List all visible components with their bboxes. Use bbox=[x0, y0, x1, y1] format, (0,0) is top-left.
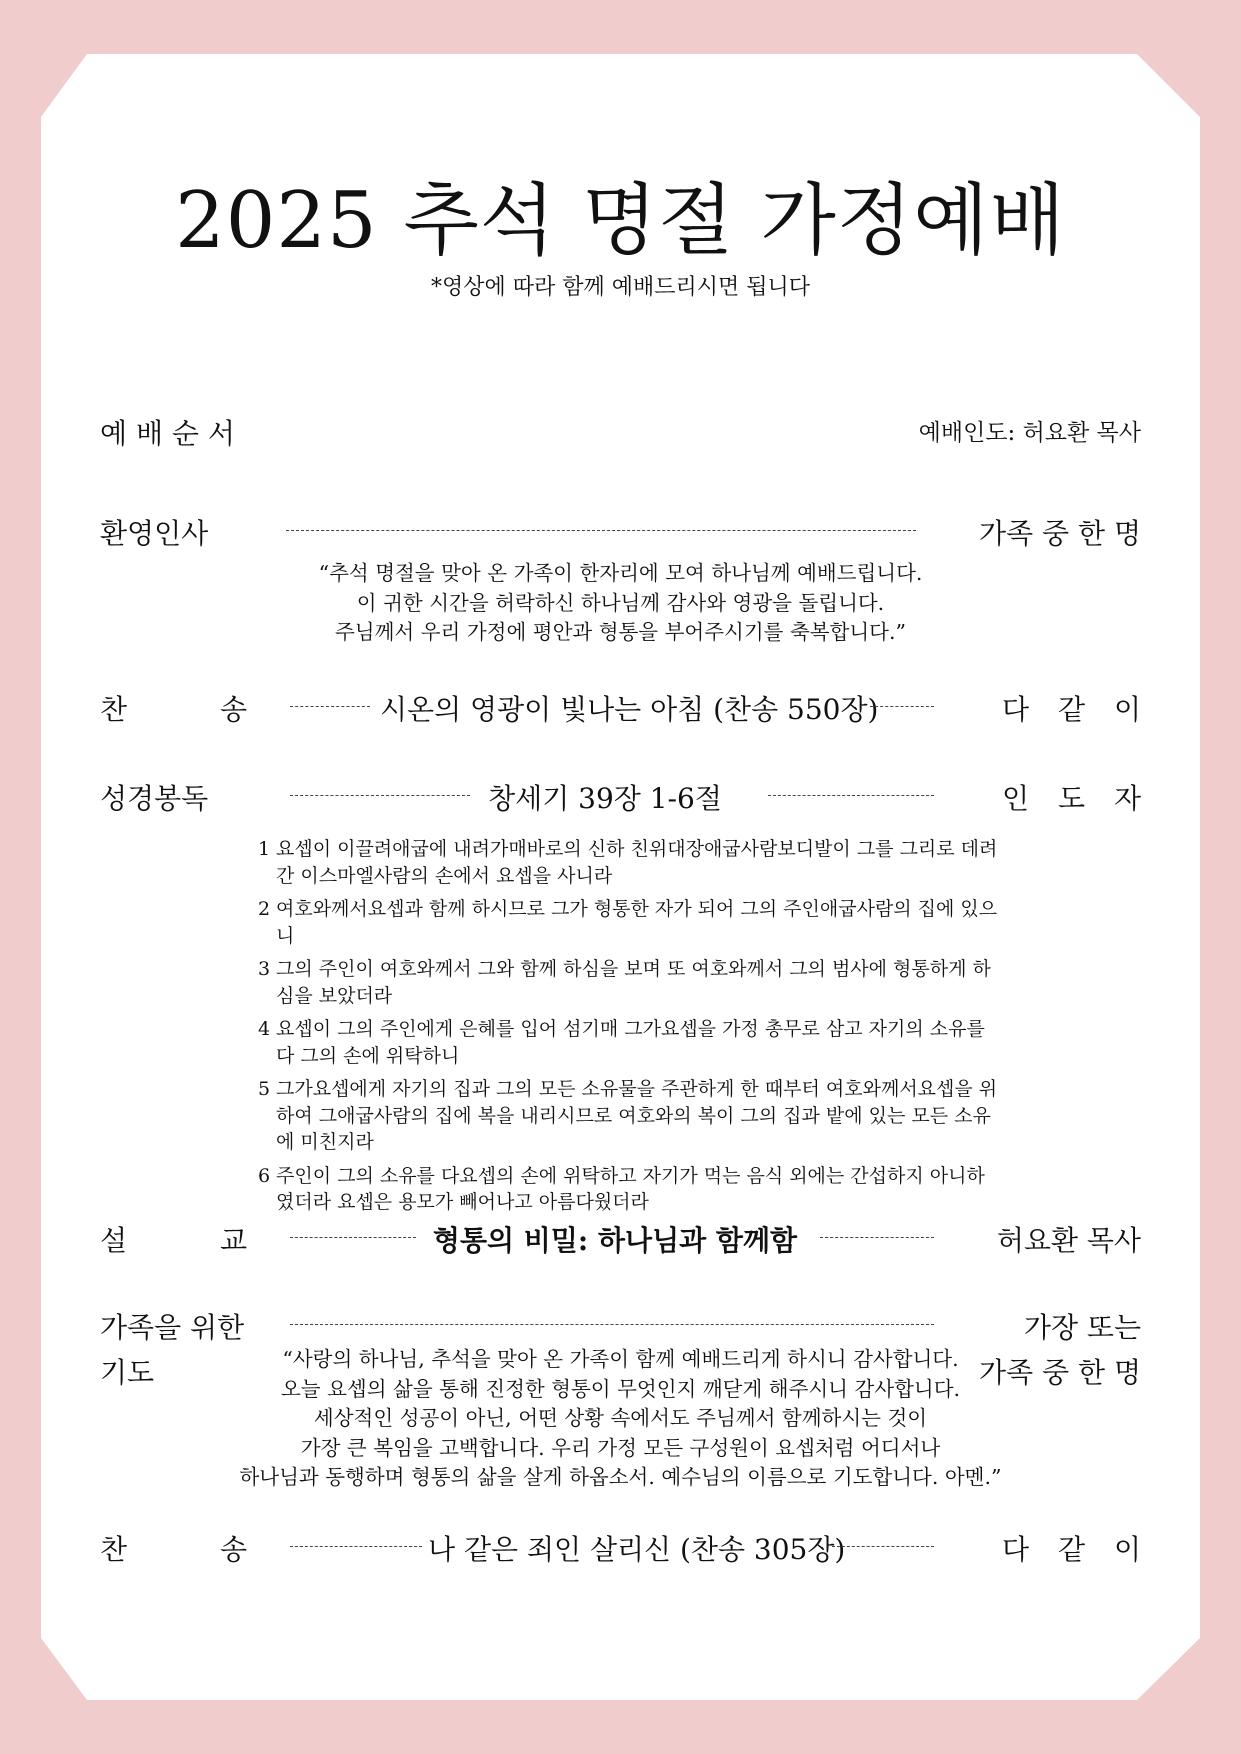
verse-text: 그가요셉에게 자기의 집과 그의 모든 소유물을 주관하게 한 때부터 여호와께서요셉을 위하여 그애굽사람의 집에 복을 내리시므로 여호와의 복이 그의 집과 밭에 있는 모든 소유에 미친지라 bbox=[276, 1078, 998, 1153]
verse-list bbox=[258, 836, 998, 1223]
sermon-title: 형통의 비밀: 하나님과 함께함 bbox=[432, 1224, 798, 1257]
prayer-line: “사랑의 하나님, 추석을 맞아 온 가족이 함께 예배드리게 하시니 감사합니다. bbox=[282, 1347, 959, 1371]
sermon-who: 허요환 목사 bbox=[996, 1224, 1141, 1257]
welcome-who: 가족 중 한 명 bbox=[979, 517, 1141, 550]
welcome-text bbox=[190, 559, 1051, 648]
verse-item bbox=[258, 1076, 998, 1156]
dash-line bbox=[832, 1546, 934, 1547]
prayer-who-line: 가족 중 한 명 bbox=[979, 1356, 1141, 1389]
hymn1-label: 찬 송 bbox=[100, 693, 289, 726]
dash-line bbox=[286, 530, 916, 531]
page-title: 2025 추석 명절 가정예배 bbox=[175, 176, 1066, 266]
reading-title: 창세기 39장 1-6절 bbox=[488, 782, 722, 815]
prayer-line: 오늘 요셉의 삶을 통해 진정한 형통이 무엇인지 깨닫게 해주시니 감사합니다. bbox=[280, 1376, 961, 1401]
reading-who: 인 도 자 bbox=[1002, 782, 1151, 815]
verse-text: 여호와께서요셉과 함께 하시므로 그가 형통한 자가 되어 그의 주인애굽사람의 집에 있으니 bbox=[276, 898, 998, 947]
welcome-label: 환영인사 bbox=[100, 517, 209, 550]
dash-line bbox=[768, 795, 934, 796]
hymn2-who: 다 같 이 bbox=[1002, 1533, 1151, 1566]
verse-text: 요셉이 그의 주인에게 은혜를 입어 섬기매 그가요셉을 가정 총무로 삼고 자기의 소유를 다 그의 손에 위탁하니 bbox=[276, 1018, 985, 1067]
verse-item bbox=[258, 836, 998, 889]
sermon-label: 설 교 bbox=[100, 1224, 289, 1257]
verse-item bbox=[258, 896, 998, 949]
dash-line bbox=[290, 1546, 422, 1547]
dash-line bbox=[290, 1237, 416, 1238]
dash-line bbox=[290, 706, 370, 707]
prayer-line: 가장 큰 복임을 고백합니다. 우리 가정 모든 구성원이 요셉처럼 어디서나 bbox=[300, 1435, 941, 1460]
prayer-text bbox=[190, 1345, 1051, 1493]
verse-item bbox=[258, 956, 998, 1009]
hymn2-label: 찬 송 bbox=[100, 1533, 289, 1566]
dash-line bbox=[870, 706, 934, 707]
verse-item bbox=[258, 1163, 998, 1216]
welcome-line: 주님께서 우리 가정에 평안과 형통을 부어주시기를 축복합니다.” bbox=[335, 620, 906, 644]
prayer-label-line: 기도 bbox=[100, 1356, 155, 1389]
verse-text: 요셉이 이끌려애굽에 내려가매바로의 신하 친위대장애굽사람보디발이 그를 그리로 데려간 이스마엘사람의 손에서 요셉을 사니라 bbox=[276, 838, 998, 887]
verse-number: 2 bbox=[258, 898, 271, 920]
verse-text: 그의 주인이 여호와께서 그와 함께 하심을 보며 또 여호와께서 그의 범사에 형통하게 하심을 보았더라 bbox=[276, 958, 991, 1007]
verse-item bbox=[258, 1016, 998, 1069]
prayer-line: 세상적인 성공이 아닌, 어떤 상황 속에서도 주님께서 함께하시는 것이 bbox=[313, 1406, 928, 1430]
verse-number: 5 bbox=[258, 1078, 271, 1100]
dash-line bbox=[820, 1237, 934, 1238]
leader-name: 예배인도: 허요환 목사 bbox=[918, 420, 1141, 446]
dash-line bbox=[290, 1324, 934, 1325]
page-subtitle: *영상에 따라 함께 예배드리시면 됩니다 bbox=[430, 275, 810, 300]
dash-line bbox=[290, 795, 470, 796]
order-label: 예 배 순 서 bbox=[100, 417, 235, 450]
verse-number: 3 bbox=[258, 958, 271, 980]
welcome-line: “추석 명절을 맞아 온 가족이 한자리에 모여 하나님께 예배드립니다. bbox=[318, 561, 923, 585]
reading-label: 성경봉독 bbox=[100, 782, 209, 815]
prayer-line: 하나님과 동행하며 형통의 삶을 살게 하옵소서. 예수님의 이름으로 기도합니다. 아멘.” bbox=[239, 1465, 1002, 1489]
verse-number: 4 bbox=[258, 1018, 271, 1040]
verse-number: 6 bbox=[258, 1164, 271, 1187]
prayer-label-line: 가족을 위한 bbox=[100, 1311, 245, 1344]
hymn2-title: 나 같은 죄인 살리신 (찬송 305장) bbox=[428, 1533, 846, 1566]
hymn1-title: 시온의 영광이 빛나는 아침 (찬송 550장) bbox=[380, 693, 879, 726]
hymn1-who: 다 같 이 bbox=[1002, 693, 1151, 726]
welcome-line: 이 귀한 시간을 허락하신 하나님께 감사와 영광을 돌립니다. bbox=[356, 590, 885, 615]
verse-text: 주인이 그의 소유를 다요셉의 손에 위탁하고 자기가 먹는 음식 외에는 간섭하지 아니하였더라 요셉은 용모가 빼어나고 아름다웠더라 bbox=[276, 1164, 985, 1213]
prayer-who-line: 가장 또는 bbox=[1023, 1311, 1141, 1344]
verse-number: 1 bbox=[258, 838, 271, 860]
